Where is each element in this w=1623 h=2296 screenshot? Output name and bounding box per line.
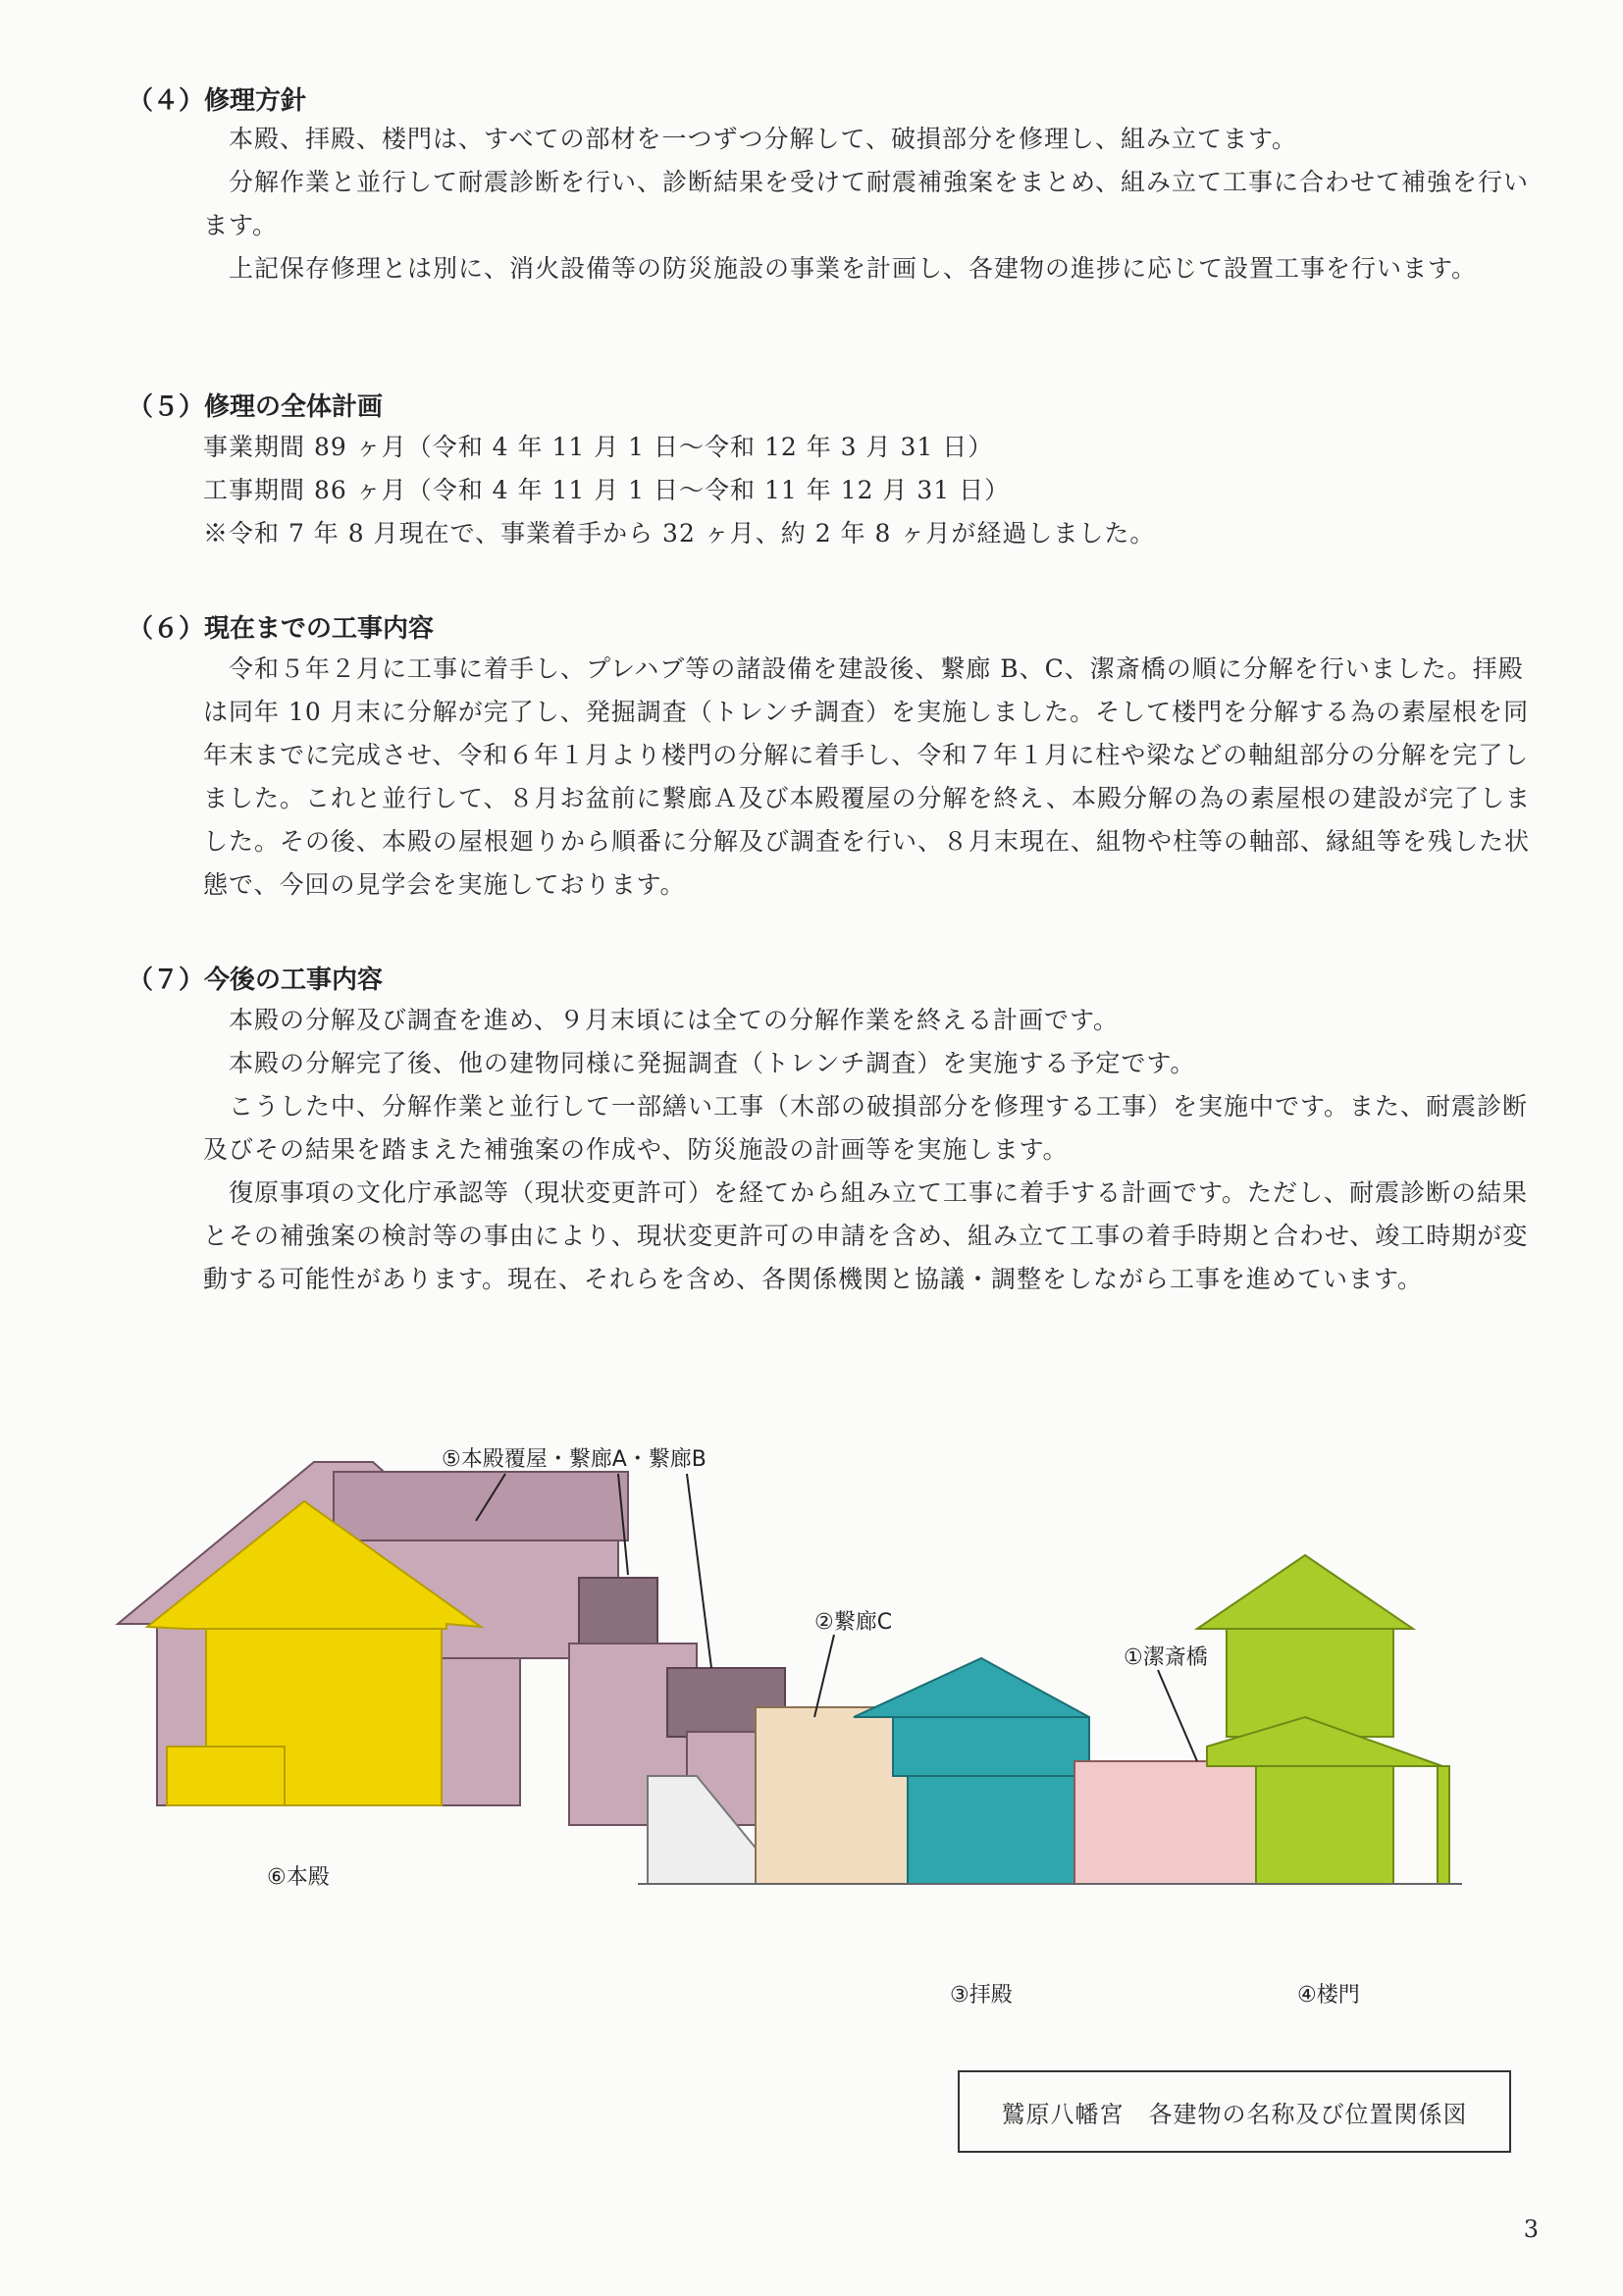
label-kessaibashi: ①潔斎橋 <box>1124 1645 1208 1670</box>
section-7-para-2: 本殿の分解完了後、他の建物同様に発掘調査（トレンチ調査）を実施する予定です。 <box>203 1049 1196 1077</box>
section-7-body <box>203 999 1543 1301</box>
section-5-para-2: 工事期間 86 ヶ月（令和 4 年 11 月 1 日～令和 11 年 12 月 31 日） <box>203 476 1011 504</box>
section-6-heading: （６）現在までの工事内容 <box>128 614 435 644</box>
label-honden: ⑥本殿 <box>267 1865 330 1890</box>
section-7-para-4: 復原事項の文化庁承認等（現状変更許可）を経てから組み立て工事に着手する計画です。ただし、耐震診断の結果とその補強案の検討等の事由により、現状変更許可の申請を含め、組み立て工事の着手時期と合わせ、竣工時期が変動する可能性があります。現在、それらを含め、各関係機関と協議・調整をしながら工事を進めています。 <box>203 1178 1529 1293</box>
section-4-para-2: 分解作業と並行して耐震診断を行い、診断結果を受けて耐震補強案をまとめ、組み立て工事に合わせて補強を行います。 <box>203 168 1530 239</box>
figure-caption: 鷲原八幡宮 各建物の名称及び位置関係図 <box>958 2070 1511 2153</box>
building-layout-diagram <box>108 1423 1541 2031</box>
section-5-heading: （５）修理の全体計画 <box>128 392 384 422</box>
label-romon: ④楼門 <box>1297 1983 1360 2008</box>
section-7-para-3: こうした中、分解作業と並行して一部繕い工事（木部の破損部分を修理する工事）を実施中です。また、耐震診断及びその結果を踏まえた補強案の作成や、防災施設の計画等を実施します。 <box>203 1092 1529 1164</box>
label-haiden: ③拝殿 <box>950 1983 1013 2008</box>
section-5-para-1: 事業期間 89 ヶ月（令和 4 年 11 月 1 日～令和 12 年 3 月 31 日） <box>203 433 994 461</box>
label-kairo-ab: ⑤本殿覆屋・繋廊A・繋廊B <box>442 1447 707 1472</box>
section-5-body <box>203 426 1543 555</box>
section-7-para-1: 本殿の分解及び調査を進め、９月末頃には全ての分解作業を終える計画です。 <box>203 1006 1120 1034</box>
kessaibashi-building <box>1074 1761 1256 1884</box>
section-4-para-1: 本殿、拝殿、楼門は、すべての部材を一つずつ分解して、破損部分を修理し、組み立てます。 <box>203 125 1298 153</box>
section-4-para-3: 上記保存修理とは別に、消火設備等の防災施設の事業を計画し、各建物の進捗に応じて設置工事を行います。 <box>203 254 1478 283</box>
label-kairo-c: ②繋廊C <box>814 1610 893 1635</box>
section-4-heading: （４）修理方針 <box>128 86 307 116</box>
section-5-para-3: ※令和 7 年 8 月現在で、事業着手から 32 ヶ月、約 2 年 8 ヶ月が経過しました。 <box>203 519 1156 548</box>
section-7-heading: （７）今後の工事内容 <box>128 965 384 995</box>
section-4-body <box>203 118 1543 290</box>
section-6-body <box>203 648 1543 907</box>
page-number: 3 <box>1523 2216 1539 2243</box>
section-6-para-1: 令和５年２月に工事に着手し、プレハブ等の諸設備を建設後、繋廊 B、C、潔斎橋の順に分解を行いました。拝殿は同年 10 月末に分解が完了し、発掘調査（トレンチ調査）を実施しました。そして楼門を分解する為の素屋根を同年末までに完成させ、令和６年１月より楼門の分解に着手し、令和７年１月に柱や梁などの軸組部分の分解を完了しました。これと並行して、８月お盆前に繋廊Ａ及び本殿覆屋の分解を終え、本殿分解の為の素屋根の建設が完了しました。その後、本殿の屋根廻りから順番に分解及び調査を行い、８月末現在、組物や柱等の軸部、縁組等を残した状態で、今回の見学会を実施しております。 <box>203 654 1532 899</box>
